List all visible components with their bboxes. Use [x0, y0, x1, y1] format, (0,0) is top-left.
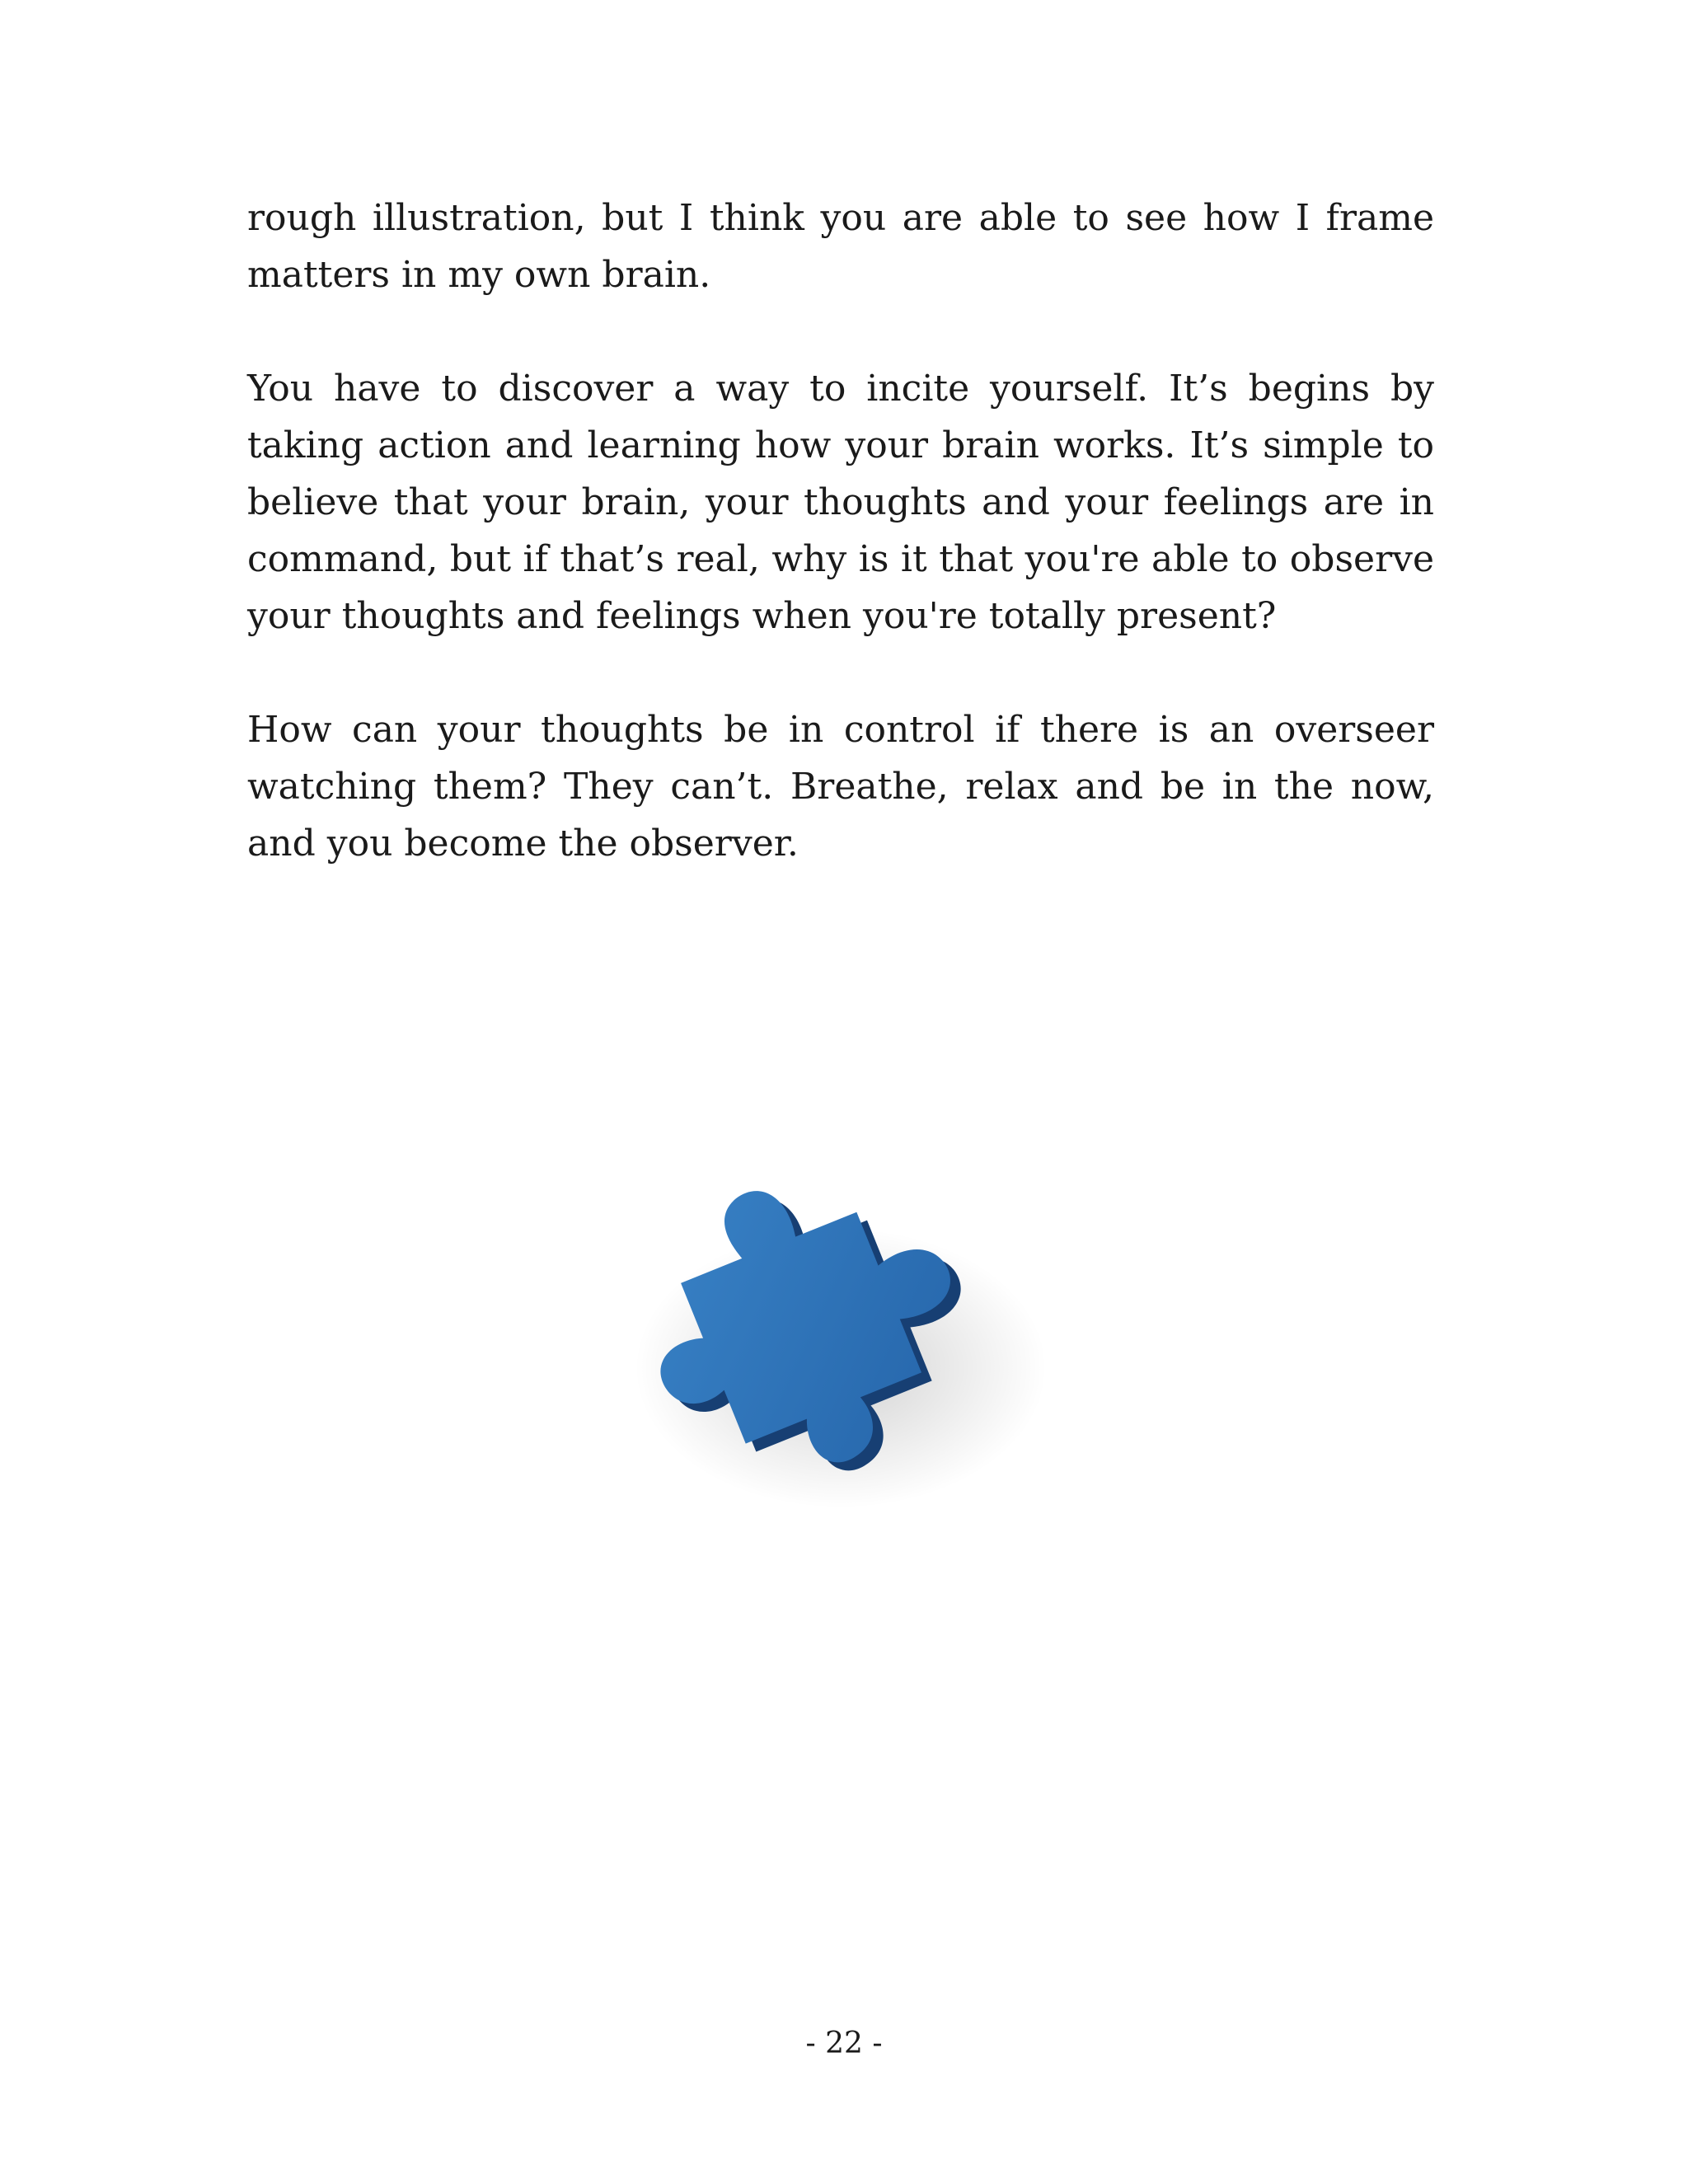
paragraph-2: [247, 360, 1434, 644]
page-number: - 22 -: [805, 2027, 883, 2060]
paragraph-text: You have to discover a way to incite yourself. It’s begins by taking action and learning how your brain works. It’s simple to believe that your brain, your thoughts and your feelings are in command, but if that’s real, why is it that you're able to observe your thoughts and feelings when you're totally present?: [247, 368, 1434, 637]
paragraph-3: [247, 701, 1434, 872]
paragraph-text: rough illustration, but I think you are able to see how I frame matters in my own brain.: [247, 197, 1434, 296]
paragraph-1: [247, 190, 1434, 303]
puzzle-piece-figure: [577, 1096, 1088, 1525]
puzzle-piece-icon: [577, 1096, 1088, 1525]
paragraph-text: How can your thoughts be in control if there is an overseer watching them? They can’t. Breathe, relax and be in the now, and you become the observer.: [247, 709, 1434, 865]
